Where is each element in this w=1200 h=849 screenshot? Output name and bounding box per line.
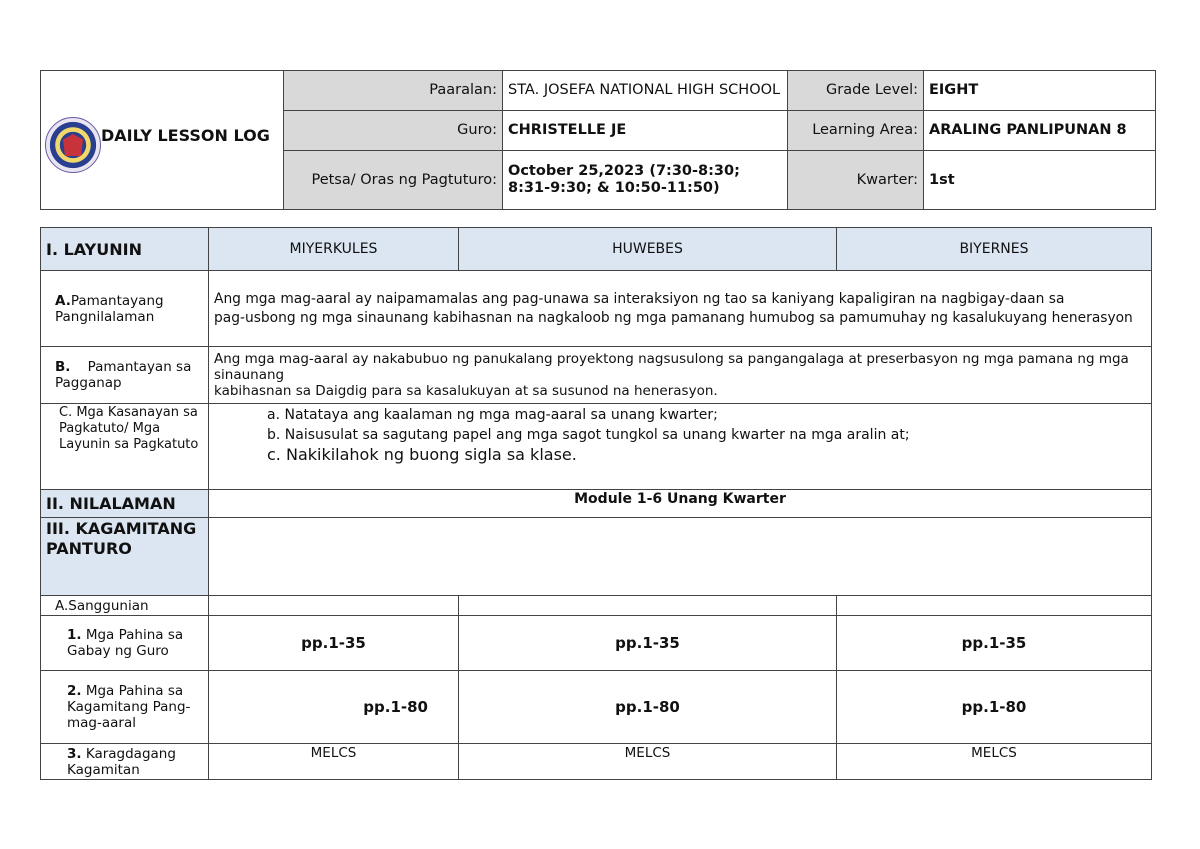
empty-cell — [209, 596, 459, 616]
empty-cell — [209, 518, 1152, 596]
ref-row-1-label — [41, 616, 209, 671]
date-label: Petsa/ Oras ng Pagtuturo: — [284, 151, 503, 210]
teacher-label: Guro: — [284, 111, 503, 151]
deped-seal-icon — [45, 117, 101, 173]
header-table — [40, 70, 1156, 210]
ref-value: MELCS — [837, 744, 1152, 780]
ref-value: pp.1-35 — [209, 616, 459, 671]
grade-value: EIGHT — [924, 71, 1156, 111]
content-value: Module 1-6 Unang Kwarter — [209, 490, 1152, 518]
empty-cell — [837, 596, 1152, 616]
area-label: Learning Area: — [788, 111, 924, 151]
row-label-text: Mga Pahina sa Kagamitang Pang-mag-aaral — [67, 683, 191, 731]
school-label: Paaralan: — [284, 71, 503, 111]
row-number: 3. — [67, 745, 82, 762]
content-standard — [209, 271, 1152, 347]
ref-value: pp.1-80 — [209, 671, 459, 744]
ref-value: pp.1-80 — [837, 671, 1152, 744]
content-standard-line: Ang mga mag-aaral ay naipamamalas ang pag-unawa sa interaksiyon ng tao sa kaniyang kapaligiran na nagbigay-daan sa — [214, 290, 1065, 307]
ref-label: A.Sanggunian — [41, 596, 209, 616]
performance-standard — [209, 347, 1152, 404]
day-header: HUWEBES — [459, 228, 837, 271]
row-label-text: Pamantayang Pangnilalaman — [55, 292, 164, 325]
learning-objectives — [209, 404, 1152, 490]
ref-value: MELCS — [459, 744, 837, 780]
quarter-value: 1st — [924, 151, 1156, 210]
teacher-value: CHRISTELLE JE — [503, 111, 788, 151]
quarter-label: Kwarter: — [788, 151, 924, 210]
row-label-b — [41, 347, 209, 404]
row-number: 2. — [67, 683, 82, 699]
ref-value: pp.1-80 — [459, 671, 837, 744]
row-label-text: Mga Pahina sa Gabay ng Guro — [67, 627, 184, 659]
row-label-text: Karagdagang Kagamitan — [67, 745, 176, 778]
performance-standard-line: kabihasnan sa Daigdig para sa kasalukuyan at sa susunod na henerasyon. — [214, 383, 718, 399]
day-header: MIYERKULES — [209, 228, 459, 271]
area-value: ARALING PANLIPUNAN 8 — [924, 111, 1156, 151]
empty-cell — [459, 596, 837, 616]
row-letter: B. — [55, 359, 71, 375]
row-number: 1. — [67, 627, 82, 643]
objective-item: a. Natataya ang kaalaman ng mga mag-aaral sa unang kwarter; — [267, 407, 718, 423]
section-nilalaman: II. NILALAMAN — [41, 490, 209, 518]
document-title: DAILY LESSON LOG — [101, 126, 270, 145]
lesson-table — [40, 227, 1152, 780]
section-layunin: I. LAYUNIN — [41, 228, 209, 271]
row-label-c: C. Mga Kasanayan sa Pagkatuto/ Mga Layunin sa Pagkatuto — [41, 404, 209, 490]
ref-value: MELCS — [209, 744, 459, 780]
row-letter: A. — [55, 292, 71, 309]
date-value: October 25,2023 (7:30-8:30; 8:31-9:30; & 10:50-11:50) — [503, 151, 788, 210]
row-label-text: Pamantayan sa Pagganap — [55, 359, 192, 391]
content-standard-line: pag-usbong ng mga sinaunang kabihasnan na nagkaloob ng mga pamanang humubog sa pamumuhay ng kasalukuyang henerasyon — [214, 309, 1133, 326]
school-value: STA. JOSEFA NATIONAL HIGH SCHOOL — [503, 71, 788, 111]
day-header: BIYERNES — [837, 228, 1152, 271]
ref-row-3-label — [41, 744, 209, 780]
row-label-a — [41, 271, 209, 347]
performance-standard-line: Ang mga mag-aaral ay nakabubuo ng panukalang proyektong nagsusulong sa pangangalaga at preserbasyon ng mga pamana ng mga sinaunang — [214, 351, 1129, 383]
objective-item: b. Naisusulat sa sagutang papel ang mga sagot tungkol sa unang kwarter na mga aralin at; — [267, 427, 910, 443]
logo-title-cell — [41, 71, 284, 210]
section-kagamitan: III. KAGAMITANG PANTURO — [41, 518, 209, 596]
objective-item: c. Nakikilahok ng buong sigla sa klase. — [267, 445, 577, 464]
ref-row-2-label — [41, 671, 209, 744]
ref-value: pp.1-35 — [837, 616, 1152, 671]
ref-value: pp.1-35 — [459, 616, 837, 671]
grade-label: Grade Level: — [788, 71, 924, 111]
